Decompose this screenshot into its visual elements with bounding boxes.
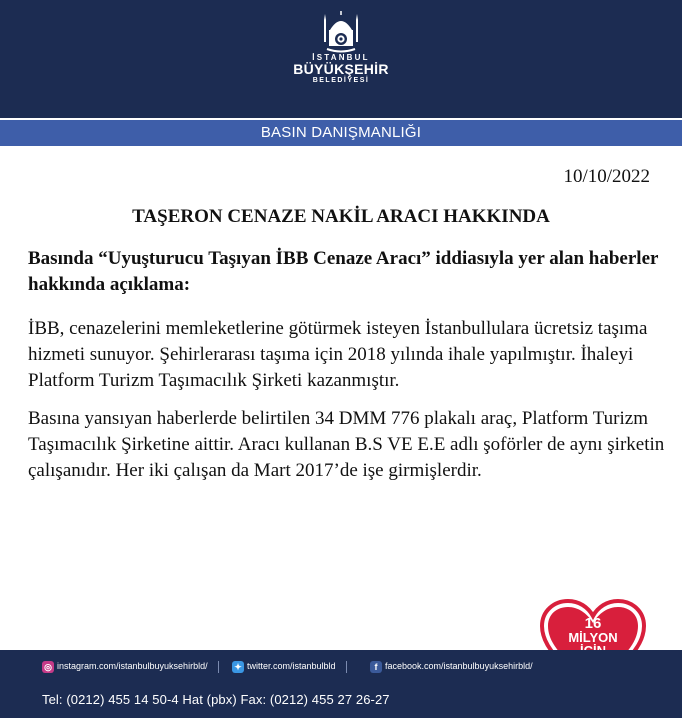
letterhead-footer — [0, 650, 682, 718]
twitter-icon: ✦ — [232, 661, 244, 673]
facebook-icon: f — [370, 661, 382, 673]
contact-info: Tel: (0212) 455 14 50-4 Hat (pbx) Fax: (0212) 455 27 26-27 — [42, 692, 390, 707]
letterhead-header — [0, 0, 682, 118]
instagram-link[interactable] — [42, 659, 219, 673]
footer-divider — [218, 661, 219, 673]
logo-line-buyuksehir: BÜYÜKŞEHİR — [293, 61, 389, 78]
body-paragraph-1: İBB, cenazelerini memleketlerine götürmek isteyen İstanbullulara ücretsiz taşıma hizmeti sunuyor. Şehirlerarası taşıma için 2018 yılında ihale yapılmıştır. İhaleyi Platform Turizm Taşımacılık Şirketi kazanmıştır. — [28, 318, 648, 391]
instagram-icon: ◎ — [42, 661, 54, 673]
facebook-link[interactable] — [370, 659, 533, 673]
instagram-handle: instagram.com/istanbulbuyuksehirbld/ — [57, 661, 208, 671]
logo-line-belediyesi: BELEDİYESİ — [312, 77, 370, 85]
twitter-handle: twitter.com/istanbulbld — [247, 661, 336, 671]
badge-number: 16 — [584, 615, 602, 632]
twitter-link[interactable] — [232, 659, 347, 673]
lead-statement: Basında “Uyuşturucu Taşıyan İBB Cenaze Aracı” iddiasıyla yer alan haberler hakkında açıklama: — [28, 248, 659, 295]
footer-divider — [346, 661, 347, 673]
document-date: 10/10/2022 — [563, 166, 650, 187]
document-title: TAŞERON CENAZE NAKİL ARACI HAKKINDA — [132, 206, 550, 227]
logo-line-istanbul: İSTANBUL — [312, 53, 370, 62]
mosque-emblem-icon — [321, 8, 361, 54]
logo-wordmark — [0, 54, 682, 84]
body-paragraph-2: Basına yansıyan haberlerde belirtilen 34 DMM 776 plakalı araç, Platform Turizm Taşımacılık Şirketine aittir. Aracı kullanan B.S VE E.E adlı şoförler de aynı şirketin çalışanıdır. Her iki çalışan da Mart 2017’de işe girmişlerdir. — [28, 408, 665, 481]
badge-million: MİLYON — [568, 630, 618, 645]
facebook-handle: facebook.com/istanbulbuyuksehirbld/ — [385, 661, 533, 671]
department-bar: BASIN DANIŞMANLIĞI — [0, 118, 682, 146]
ibb-logo — [0, 8, 682, 84]
